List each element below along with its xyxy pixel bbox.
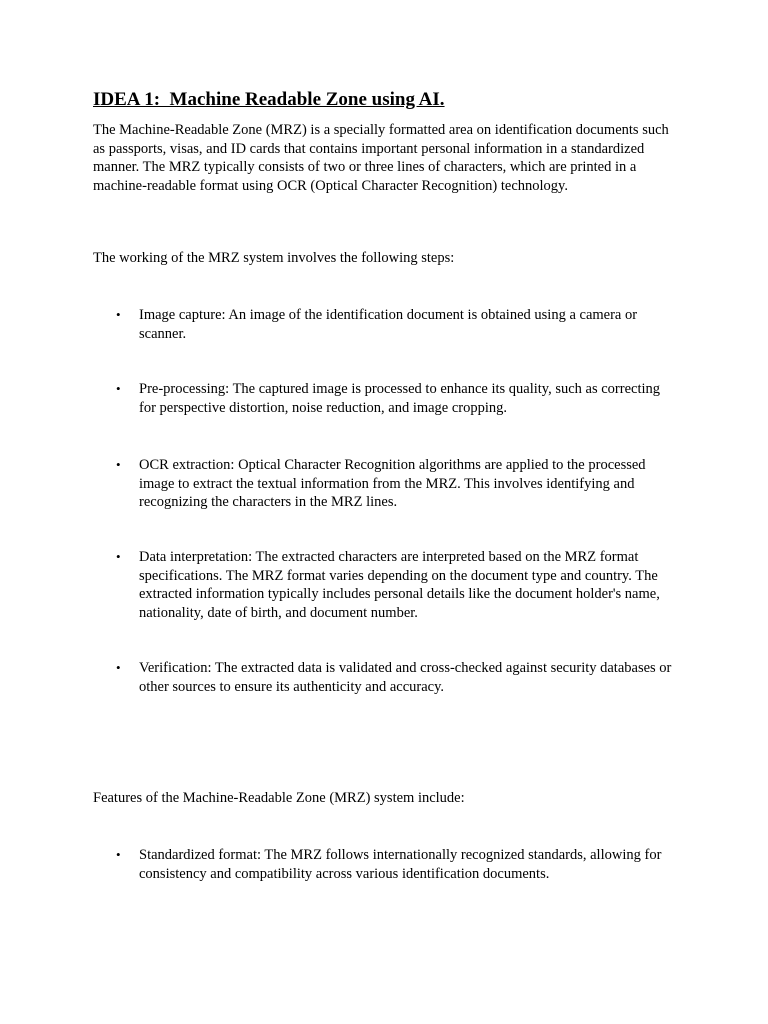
list-item-text: Verification: The extracted data is validated and cross-checked against security databases or other sources to ensure its authenticity and accuracy. (139, 660, 672, 695)
bullet-icon: • (116, 549, 121, 564)
bullet-icon: • (116, 457, 121, 472)
features-intro-paragraph: Features of the Machine-Readable Zone (MRZ) system include: (93, 790, 465, 806)
list-item (116, 548, 676, 622)
list-item-text: Data interpretation: The extracted characters are interpreted based on the MRZ format specifications. The MRZ format varies depending on the document type and country. The extracted information typically includes personal details like the document holder's name, nationality, date of birth, and document number. (139, 549, 660, 621)
list-item (116, 456, 676, 512)
document-title: IDEA 1: Machine Readable Zone using AI. (93, 89, 445, 110)
list-item (116, 380, 676, 417)
bullet-icon: • (116, 847, 121, 862)
list-item-text: Image capture: An image of the identification document is obtained using a camera or scanner. (139, 307, 638, 342)
list-item-text: Standardized format: The MRZ follows internationally recognized standards, allowing for consistency and compatibility across various identification documents. (139, 847, 662, 882)
bullet-icon: • (116, 307, 121, 322)
bullet-icon: • (116, 381, 121, 396)
steps-intro-paragraph: The working of the MRZ system involves the following steps: (93, 250, 455, 266)
intro-paragraph: The Machine-Readable Zone (MRZ) is a specially formatted area on identification documents such as passports, visas, and ID cards that contains important personal information in a standardized manner. The MRZ typically consists of two or three lines of characters, which are printed in a machine-readable format using OCR (Optical Character Recognition) technology. (93, 122, 669, 194)
list-item-text: OCR extraction: Optical Character Recognition algorithms are applied to the processed image to extract the textual information from the MRZ. This involves identifying and recognizing the characters in the MRZ lines. (139, 457, 646, 510)
list-item (116, 659, 676, 696)
list-item (116, 846, 676, 883)
list-item (116, 306, 676, 343)
list-item-text: Pre-processing: The captured image is processed to enhance its quality, such as correcting for perspective distortion, noise reduction, and image cropping. (139, 381, 661, 416)
bullet-icon: • (116, 660, 121, 675)
